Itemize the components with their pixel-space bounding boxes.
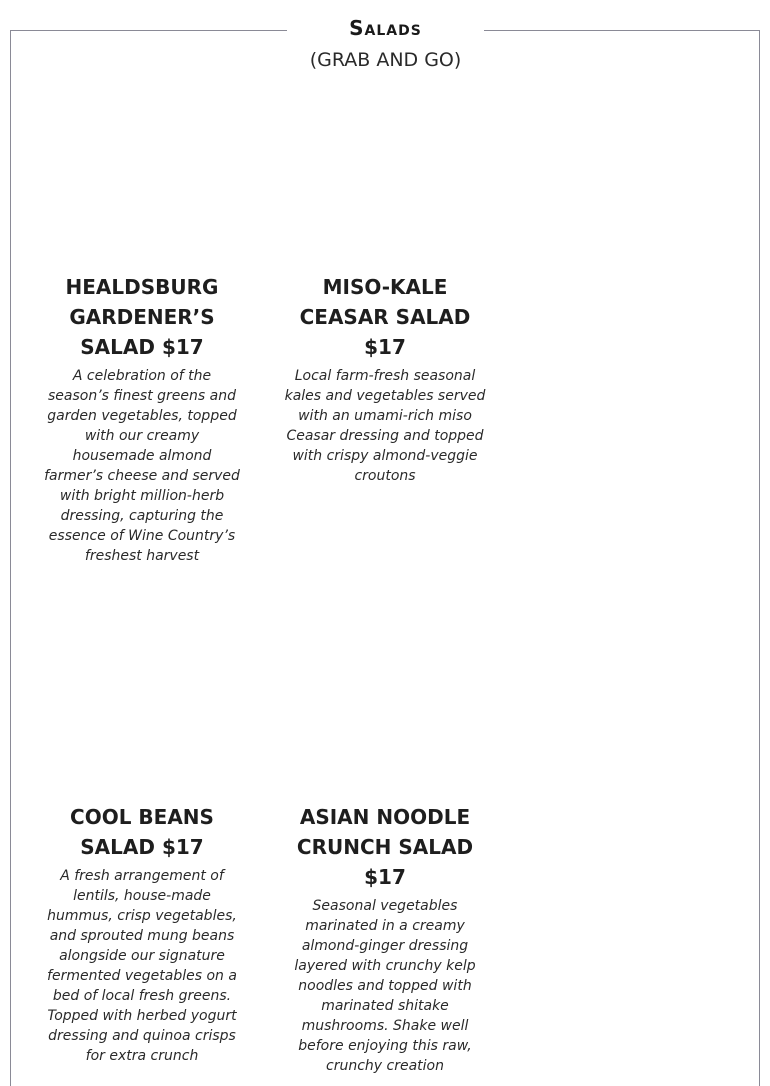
menu-item-name: ASIAN NOODLE CRUNCH SALAD $17 <box>296 805 474 889</box>
section-subtitle: (GRAB AND GO) <box>309 49 462 71</box>
menu-item-description: A celebration of the season’s finest greens and garden vegetables, topped with our creamy housemade almond farmer’s cheese and served with bright million-herb dressing, capturing the essence of Wine Country’s freshest harvest <box>44 368 240 564</box>
menu-item <box>280 272 490 486</box>
menu-item-description: A fresh arrangement of lentils, house-made hummus, crisp vegetables, and sprouted mung beans alongside our signature fermented vegetables on a bed of local fresh greens. Topped with herbed yogurt dressing and quinoa crisps for extra crunch <box>47 868 237 1064</box>
frame-right-border <box>759 30 760 1086</box>
menu-item-description: Seasonal vegetables marinated in a creamy almond-ginger dressing layered with crunchy kelp noodles and topped with marinated shitake mushrooms. Shake well before enjoying this raw, crunchy creation <box>294 898 476 1074</box>
menu-item-description: Local farm-fresh seasonal kales and vegetables served with an umami-rich miso Ceasar dressing and topped with crispy almond-veggie croutons <box>284 368 486 484</box>
menu-item <box>280 802 490 1076</box>
menu-item-name: COOL BEANS SALAD $17 <box>70 805 214 859</box>
menu-item-name: MISO-KALE CEASAR SALAD $17 <box>299 275 471 359</box>
frame-top-left-border <box>10 30 287 31</box>
menu-item <box>44 802 240 1066</box>
menu-item-name: HEALDSBURG GARDENER’S SALAD $17 <box>65 275 219 359</box>
section-title: Salads <box>349 16 422 40</box>
frame-left-border <box>10 30 11 1086</box>
menu-item <box>44 272 240 566</box>
frame-top-right-border <box>484 30 760 31</box>
